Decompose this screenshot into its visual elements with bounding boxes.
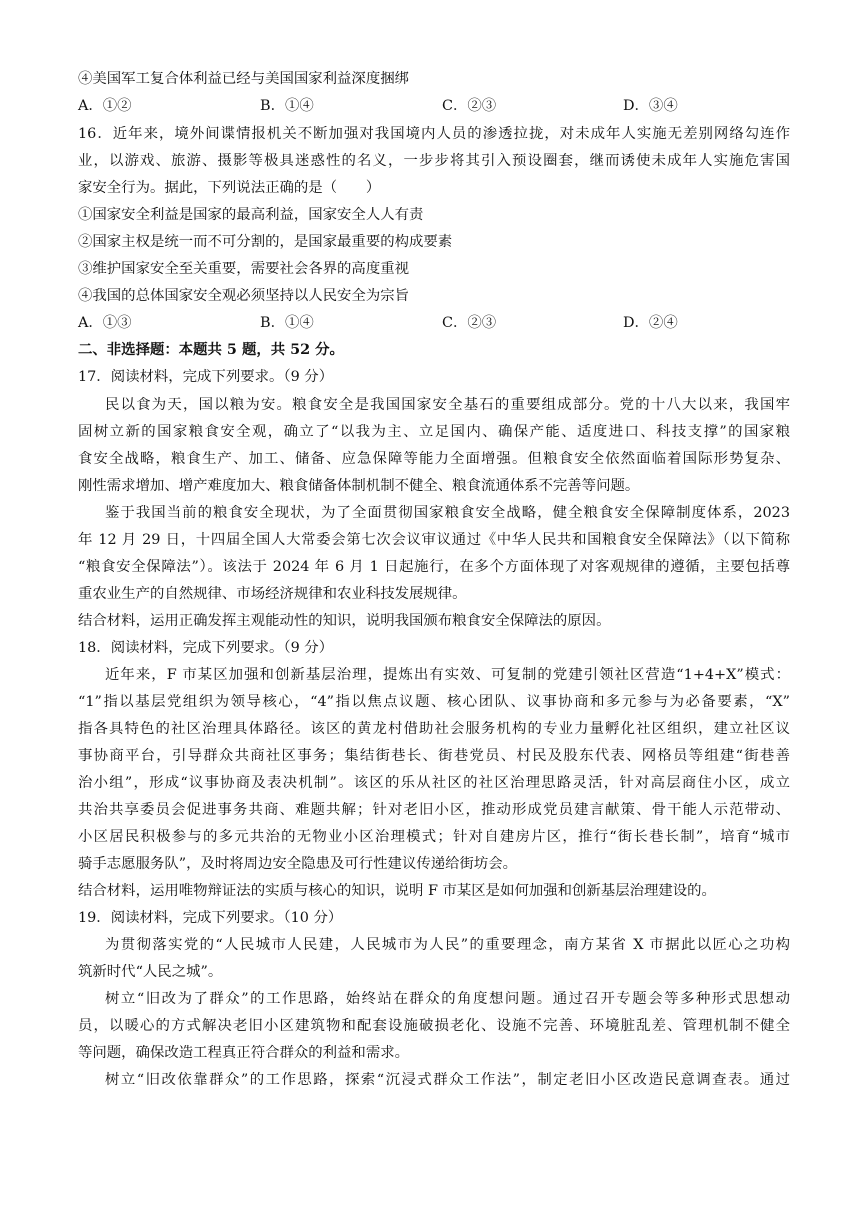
q15-options	[78, 96, 790, 116]
q16-item-1: ①国家安全利益是国家的最高利益，国家安全人人有责	[78, 207, 424, 223]
q16-stem-line: 业，以游戏、旅游、摄影等极具迷惑性的名义，一步步将其引入预设圈套，继而诱使未成年人实施危害国	[78, 153, 790, 169]
q17-title: 17．阅读材料，完成下列要求。（9 分）	[78, 369, 334, 385]
q18-paragraph-line: 共治共享委员会促进事务共商、难题共解；针对老旧小区，推动形成党员建言献策、骨干能人示范带动、	[78, 802, 790, 818]
q15-option-a: A．①②	[78, 98, 132, 114]
q16-stem-line: 16．近年来，境外间谍情报机关不断加强对我国境内人员的渗透拉拢，对未成年人实施无差别网络勾连作	[78, 126, 790, 142]
q19-paragraph-line: 筑新时代“人民之城”。	[78, 964, 223, 980]
q18-paragraph-line: 骑手志愿服务队”，及时将周边安全隐患及可行性建议传递给街坊会。	[78, 856, 518, 872]
q17-paragraph-line: “粮食安全保障法”）。该法于 2024 年 6 月 1 日起施行，在多个方面体现了对客观规律的遵循，主要包括尊	[78, 559, 790, 575]
q19-title: 19．阅读材料，完成下列要求。（10 分）	[78, 910, 343, 926]
q16-option-d: D．②④	[623, 315, 678, 331]
q16-stem-line: 家安全行为。据此，下列说法正确的是（ ）	[78, 180, 381, 196]
q17-paragraph-line: 民以食为天，国以粮为安。粮食安全是我国国家安全基石的重要组成部分。党的十八大以来，我国牢	[105, 397, 790, 413]
q15-option-c: C．②③	[442, 98, 497, 114]
q15-option-d: D．③④	[623, 98, 678, 114]
q17-paragraph-line: 鉴于我国当前的粮食安全现状，为了全面贯彻国家粮食安全战略，健全粮食安全保障制度体系，2023	[105, 505, 790, 521]
q17-paragraph-line: 食安全战略，粮食生产、加工、储备、应急保障等能力全面增强。但粮食安全依然面临着国际形势复杂、	[78, 451, 790, 467]
q16-item-4: ④我国的总体国家安全观必须坚持以人民安全为宗旨	[78, 288, 409, 304]
q17-paragraph-line: 刚性需求增加、增产难度加大、粮食储备体制机制不健全、粮食流通体系不完善等问题。	[78, 478, 640, 494]
q17-paragraph-line: 固树立新的国家粮食安全观，确立了“以我为主、立足国内、确保产能、适度进口、科技支撑”的国家粮	[78, 424, 790, 440]
q18-question: 结合材料，运用唯物辩证法的实质与核心的知识，说明 F 市某区是如何加强和创新基层治理建设的。	[78, 883, 716, 899]
q17-question: 结合材料，运用正确发挥主观能动性的知识，说明我国颁布粮食安全保障法的原因。	[78, 613, 611, 629]
q19-paragraph-line: 树立“旧改依靠群众”的工作思路，探索“沉浸式群众工作法”，制定老旧小区改造民意调查表。通过	[105, 1072, 790, 1088]
q19-paragraph-line: 为贯彻落实党的“人民城市人民建，人民城市为人民”的重要理念，南方某省 X 市据此以匠心之功构	[105, 937, 790, 953]
q18-paragraph-line: 治小组”，形成“议事协商及表决机制”。该区的乐从社区的社区治理思路灵活，针对高层商住小区，成立	[78, 775, 790, 791]
q18-paragraph-line: 事协商平台，引导群众共商社区事务；集结街巷长、街巷党员、村民及股东代表、网格员等组建“街巷善	[78, 748, 790, 764]
q18-paragraph-line: 近年来，F 市某区加强和创新基层治理，提炼出有实效、可复制的党建引领社区营造“1+4+X”模式：	[105, 667, 790, 683]
q17-paragraph-line: 年 12 月 29 日，十四届全国人大常委会第七次会议审议通过《中华人民共和国粮食安全保障法》（以下简称	[78, 532, 790, 548]
q15-item-4: ④美国军工复合体利益已经与美国国家利益深度捆绑	[78, 71, 409, 87]
q18-paragraph-line: 小区居民积极参与的多元共治的无物业小区治理模式；针对自建房片区，推行“街长巷长制”，培育“城市	[78, 829, 790, 845]
q15-option-b: B．①④	[260, 98, 314, 114]
q19-paragraph-line: 等问题，确保改造工程真正符合群众的利益和需求。	[78, 1045, 409, 1061]
section-heading: 二、非选择题：本题共 5 题，共 52 分。	[78, 341, 344, 358]
q16-option-a: A．①③	[78, 315, 132, 331]
q19-paragraph-line: 树立“旧改为了群众”的工作思路，始终站在群众的角度想问题。通过召开专题会等多种形式思想动	[105, 991, 790, 1007]
q16-option-c: C．②③	[442, 315, 497, 331]
q16-item-2: ②国家主权是统一而不可分割的，是国家最重要的构成要素	[78, 234, 453, 250]
q16-item-3: ③维护国家安全至关重要，需要社会各界的高度重视	[78, 261, 409, 277]
q19-paragraph-line: 员，以暖心的方式解决老旧小区建筑物和配套设施破损老化、设施不完善、环境脏乱差、管理机制不健全	[78, 1018, 790, 1034]
q16-options	[78, 313, 790, 333]
q18-paragraph-line: 指各具特色的社区治理具体路径。该区的黄龙村借助社会服务机构的专业力量孵化社区组织，建立社区议	[78, 721, 790, 737]
q18-title: 18．阅读材料，完成下列要求。（9 分）	[78, 640, 334, 656]
q18-paragraph-line: “1”指以基层党组织为领导核心，“4”指以焦点议题、核心团队、议事协商和多元参与为必备要素，“X”	[78, 694, 790, 710]
q16-option-b: B．①④	[260, 315, 314, 331]
q17-paragraph-line: 重农业生产的自然规律、市场经济规律和农业科技发展规律。	[78, 586, 467, 602]
